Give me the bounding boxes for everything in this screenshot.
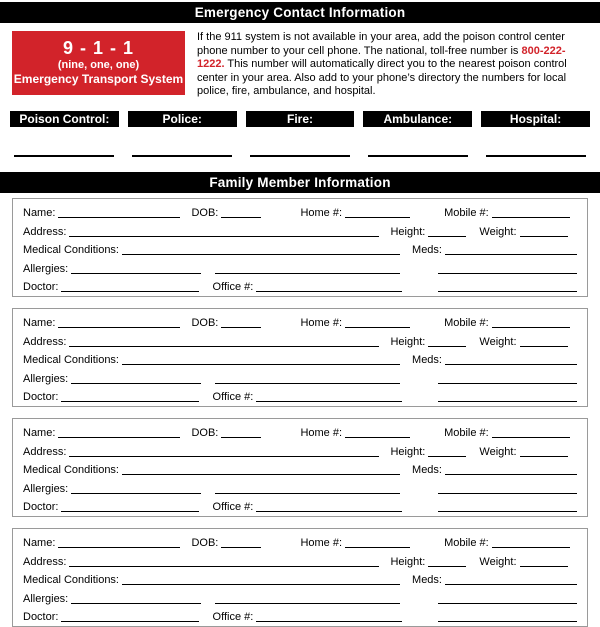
fire-bar: [246, 111, 355, 127]
name-label: Name:: [23, 537, 56, 549]
home-phone-label: Home #:: [300, 537, 343, 549]
family-header-bar: [0, 172, 600, 193]
police-blank-line: [132, 155, 232, 157]
quick-contact-blank-lines: [10, 155, 590, 157]
dob-label: DOB:: [191, 317, 219, 329]
home-phone-label: Home #:: [300, 207, 343, 219]
dob-blank-line: [221, 327, 261, 328]
allergies-label: Allergies:: [23, 372, 69, 385]
fire-blank-line: [250, 155, 350, 157]
ambulance-blank-line: [368, 155, 468, 157]
weight-blank-line: [520, 236, 568, 237]
emergency-header-title: Emergency Contact Information: [194, 5, 406, 20]
dob-blank-line: [221, 547, 261, 548]
allergies-blank-line: [71, 493, 201, 494]
allergies-blank-line: [71, 603, 201, 604]
nine-one-one-phonetic: (nine, one, one): [57, 59, 140, 71]
member-row-medical: [23, 461, 577, 480]
home-phone-blank-line: [345, 547, 410, 548]
office-phone-blank-line: [256, 291, 402, 292]
doctor-label: Doctor:: [23, 501, 59, 513]
member-row-address: [23, 443, 577, 462]
meds-continuation-blank-line: [438, 273, 577, 274]
weight-label: Weight:: [479, 445, 517, 458]
meds-group: [412, 461, 577, 480]
member-row-name: [23, 424, 577, 443]
home-phone-blank-line: [345, 437, 410, 438]
meds-group: [412, 571, 577, 590]
medical-conditions-blank-line: [122, 254, 400, 255]
mobile-phone-label: Mobile #:: [444, 537, 489, 549]
address-label: Address:: [23, 555, 67, 568]
member-row-doctor: [23, 388, 577, 407]
member-row-allergies: [23, 480, 577, 499]
meds-continuation-group: [435, 278, 577, 297]
member-row-name: [23, 204, 577, 223]
mobile-phone-blank-line: [492, 547, 570, 548]
poison-control-label: Poison Control:: [19, 112, 110, 126]
meds-continuation-blank-line: [438, 291, 577, 292]
police-label: Police:: [162, 112, 202, 126]
mobile-phone-label: Mobile #:: [444, 207, 489, 219]
doctor-blank-line: [61, 511, 199, 512]
poison-control-blank-line: [14, 155, 114, 157]
height-label: Height:: [390, 555, 426, 568]
name-blank-line: [58, 327, 180, 328]
height-blank-line: [428, 566, 466, 567]
ambulance-label: Ambulance:: [383, 112, 453, 126]
office-phone-blank-line: [256, 401, 402, 402]
meds-label: Meds:: [412, 244, 442, 256]
meds-continuation-blank-line: [438, 621, 577, 622]
emergency-transport-label: Emergency Transport System: [13, 72, 184, 86]
name-label: Name:: [23, 427, 56, 439]
hospital-bar: [481, 111, 590, 127]
emergency-header-bar: [0, 2, 600, 23]
member-row-doctor: [23, 498, 577, 517]
allergies-label: Allergies:: [23, 482, 69, 495]
weight-blank-line: [520, 346, 568, 347]
hospital-label: Hospital:: [509, 112, 562, 126]
member-row-name: [23, 314, 577, 333]
address-label: Address:: [23, 225, 67, 238]
family-member-block: [12, 308, 588, 407]
intro-paragraph: [197, 31, 589, 98]
medical-conditions-label: Medical Conditions:: [23, 354, 119, 366]
quick-contact-bars: [10, 111, 590, 127]
dob-label: DOB:: [191, 537, 219, 549]
address-label: Address:: [23, 335, 67, 348]
dob-label: DOB:: [191, 207, 219, 219]
name-label: Name:: [23, 207, 56, 219]
home-phone-label: Home #:: [300, 427, 343, 439]
medical-conditions-blank-line: [122, 364, 400, 365]
member-row-medical: [23, 351, 577, 370]
doctor-label: Doctor:: [23, 281, 59, 293]
office-phone-label: Office #:: [212, 391, 254, 403]
member-row-doctor: [23, 278, 577, 297]
allergies-label: Allergies:: [23, 262, 69, 275]
hospital-blank-line: [486, 155, 586, 157]
name-blank-line: [58, 547, 180, 548]
member-row-doctor: [23, 608, 577, 627]
home-phone-label: Home #:: [300, 317, 343, 329]
meds-continuation-blank-line: [438, 511, 577, 512]
medical-conditions-label: Medical Conditions:: [23, 464, 119, 476]
height-label: Height:: [390, 335, 426, 348]
member-row-medical: [23, 571, 577, 590]
medical-conditions-label: Medical Conditions:: [23, 574, 119, 586]
height-label: Height:: [390, 225, 426, 238]
allergies-continuation-blank-line: [215, 493, 400, 494]
fire-label: Fire:: [286, 112, 313, 126]
office-phone-label: Office #:: [212, 501, 254, 513]
ambulance-bar: [363, 111, 472, 127]
poison-control-phone-number: 800-222-1222.: [197, 44, 566, 71]
doctor-blank-line: [61, 291, 199, 292]
medical-conditions-blank-line: [122, 584, 400, 585]
meds-label: Meds:: [412, 354, 442, 366]
family-header-title: Family Member Information: [209, 175, 391, 190]
address-blank-line: [69, 236, 379, 237]
allergies-continuation-blank-line: [215, 273, 400, 274]
meds-continuation-blank-line: [438, 401, 577, 402]
meds-continuation-group: [435, 608, 577, 627]
address-label: Address:: [23, 445, 67, 458]
meds-continuation-group: [435, 498, 577, 517]
meds-continuation-blank-line: [438, 383, 577, 384]
member-row-allergies: [23, 370, 577, 389]
member-row-medical: [23, 241, 577, 260]
meds-label: Meds:: [412, 574, 442, 586]
weight-blank-line: [520, 456, 568, 457]
mobile-phone-label: Mobile #:: [444, 427, 489, 439]
meds-group: [412, 351, 577, 370]
dob-label: DOB:: [191, 427, 219, 439]
police-bar: [128, 111, 237, 127]
doctor-blank-line: [61, 621, 199, 622]
name-blank-line: [58, 217, 180, 218]
mobile-phone-label: Mobile #:: [444, 317, 489, 329]
meds-continuation-group: [435, 388, 577, 407]
allergies-continuation-blank-line: [215, 603, 400, 604]
height-blank-line: [428, 346, 466, 347]
allergies-continuation-blank-line: [215, 383, 400, 384]
meds-continuation-group: [435, 480, 577, 499]
office-phone-blank-line: [256, 621, 402, 622]
office-phone-label: Office #:: [212, 611, 254, 623]
home-phone-blank-line: [345, 327, 410, 328]
dob-blank-line: [221, 217, 261, 218]
doctor-label: Doctor:: [23, 391, 59, 403]
doctor-blank-line: [61, 401, 199, 402]
name-blank-line: [58, 437, 180, 438]
office-phone-blank-line: [256, 511, 402, 512]
height-label: Height:: [390, 445, 426, 458]
top-section: [0, 31, 600, 98]
meds-blank-line: [445, 584, 577, 585]
nine-one-one-box: [12, 31, 185, 95]
intro-text-after: This number will automatically direct you to the nearest poison control center in your area. Also add to your phone’s directory the numbers for local police, fire, ambulance, and hospital.: [197, 58, 567, 98]
meds-blank-line: [445, 474, 577, 475]
allergies-blank-line: [71, 273, 201, 274]
weight-label: Weight:: [479, 225, 517, 238]
poison-control-bar: [10, 111, 119, 127]
weight-label: Weight:: [479, 335, 517, 348]
meds-blank-line: [445, 364, 577, 365]
intro-text-before: If the 911 system is not available in your area, add the poison control center phone number to your cell phone. The national, toll-free number is: [197, 31, 565, 57]
address-blank-line: [69, 566, 379, 567]
home-phone-blank-line: [345, 217, 410, 218]
meds-continuation-group: [435, 590, 577, 609]
family-member-block: [12, 418, 588, 517]
address-blank-line: [69, 346, 379, 347]
weight-label: Weight:: [479, 555, 517, 568]
mobile-phone-blank-line: [492, 437, 570, 438]
member-row-address: [23, 333, 577, 352]
weight-blank-line: [520, 566, 568, 567]
mobile-phone-blank-line: [492, 327, 570, 328]
meds-continuation-blank-line: [438, 493, 577, 494]
family-member-blocks: [0, 198, 600, 627]
allergies-blank-line: [71, 383, 201, 384]
meds-continuation-blank-line: [438, 603, 577, 604]
doctor-label: Doctor:: [23, 611, 59, 623]
dob-blank-line: [221, 437, 261, 438]
name-label: Name:: [23, 317, 56, 329]
nine-one-one-number: 9 - 1 - 1: [62, 38, 135, 58]
member-row-name: [23, 534, 577, 553]
family-member-block: [12, 528, 588, 627]
allergies-label: Allergies:: [23, 592, 69, 605]
member-row-allergies: [23, 590, 577, 609]
meds-blank-line: [445, 254, 577, 255]
height-blank-line: [428, 236, 466, 237]
office-phone-label: Office #:: [212, 281, 254, 293]
meds-continuation-group: [435, 370, 577, 389]
meds-continuation-group: [435, 260, 577, 279]
member-row-allergies: [23, 260, 577, 279]
meds-label: Meds:: [412, 464, 442, 476]
medical-conditions-blank-line: [122, 474, 400, 475]
address-blank-line: [69, 456, 379, 457]
medical-conditions-label: Medical Conditions:: [23, 244, 119, 256]
height-blank-line: [428, 456, 466, 457]
family-member-block: [12, 198, 588, 297]
meds-group: [412, 241, 577, 260]
member-row-address: [23, 553, 577, 572]
mobile-phone-blank-line: [492, 217, 570, 218]
member-row-address: [23, 223, 577, 242]
